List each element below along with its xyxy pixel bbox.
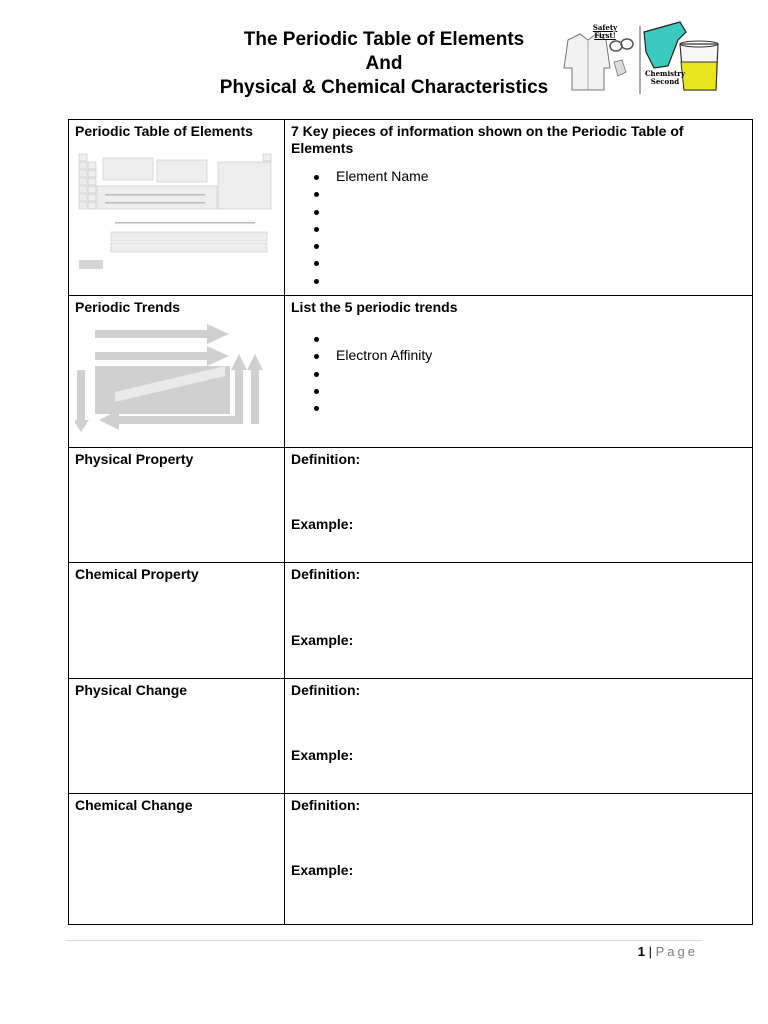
row-label: Periodic Trends <box>75 299 181 315</box>
table-row <box>69 563 753 679</box>
page-number: 1 <box>637 944 645 959</box>
table-cell-left <box>69 794 285 925</box>
row-label: Physical Change <box>75 682 188 698</box>
logo-chemistry-text: Chemistry Second <box>644 69 686 86</box>
page-word: Page <box>655 944 698 959</box>
example-label: Example: <box>291 632 354 648</box>
table-row <box>69 296 753 448</box>
list-item-text: Element Name <box>336 168 429 184</box>
row-label: Periodic Table of Elements <box>75 123 253 139</box>
table-cell-left <box>69 679 285 794</box>
table-row <box>69 120 753 296</box>
periodic-table-icon <box>75 146 275 276</box>
table-row <box>69 794 753 925</box>
list-item-text: Electron Affinity <box>336 347 433 364</box>
row-header: 7 Key pieces of information shown on the Periodic Table of Elements <box>291 123 684 156</box>
list-item <box>291 254 746 271</box>
table-row <box>69 679 753 794</box>
page-footer <box>638 944 698 960</box>
safety-chemistry-logo <box>560 18 730 98</box>
periodic-trends-list <box>291 330 746 416</box>
logo-safety-text: Safety First! <box>592 23 618 40</box>
worksheet-table <box>68 119 753 925</box>
title-line-2: And <box>365 53 403 74</box>
row-label: Chemical Property <box>75 566 199 582</box>
row-header: List the 5 periodic trends <box>291 299 458 315</box>
list-item <box>291 347 746 364</box>
list-item <box>291 330 746 347</box>
list-item <box>291 168 746 185</box>
list-item <box>291 185 746 202</box>
definition-label: Definition: <box>291 566 361 582</box>
table-cell-right <box>285 448 753 563</box>
list-item <box>291 237 746 254</box>
table-cell-right <box>285 120 753 296</box>
example-label: Example: <box>291 747 354 763</box>
periodic-trends-arrows-icon <box>75 320 275 438</box>
table-cell-right <box>285 679 753 794</box>
table-cell-left <box>69 448 285 563</box>
list-item <box>291 220 746 237</box>
footer-separator: | <box>648 944 652 959</box>
title-line-3: Physical & Chemical Characteristics <box>219 77 549 98</box>
row-label: Physical Property <box>75 451 194 467</box>
list-item <box>291 203 746 220</box>
footer-divider <box>66 940 702 941</box>
definition-label: Definition: <box>291 682 361 698</box>
title-line-1: The Periodic Table of Elements <box>243 29 525 50</box>
definition-label: Definition: <box>291 797 361 813</box>
table-cell-left <box>69 120 285 296</box>
table-cell-right <box>285 794 753 925</box>
document-title <box>150 28 618 100</box>
list-item <box>291 382 746 399</box>
table-cell-left <box>69 296 285 448</box>
row-label: Chemical Change <box>75 797 193 813</box>
definition-label: Definition: <box>291 451 361 467</box>
example-label: Example: <box>291 862 354 878</box>
table-row <box>69 448 753 563</box>
list-item <box>291 272 746 289</box>
list-item <box>291 399 746 416</box>
table-cell-right <box>285 563 753 679</box>
key-info-list <box>291 168 746 289</box>
table-cell-left <box>69 563 285 679</box>
list-item <box>291 365 746 382</box>
example-label: Example: <box>291 516 354 532</box>
table-cell-right <box>285 296 753 448</box>
